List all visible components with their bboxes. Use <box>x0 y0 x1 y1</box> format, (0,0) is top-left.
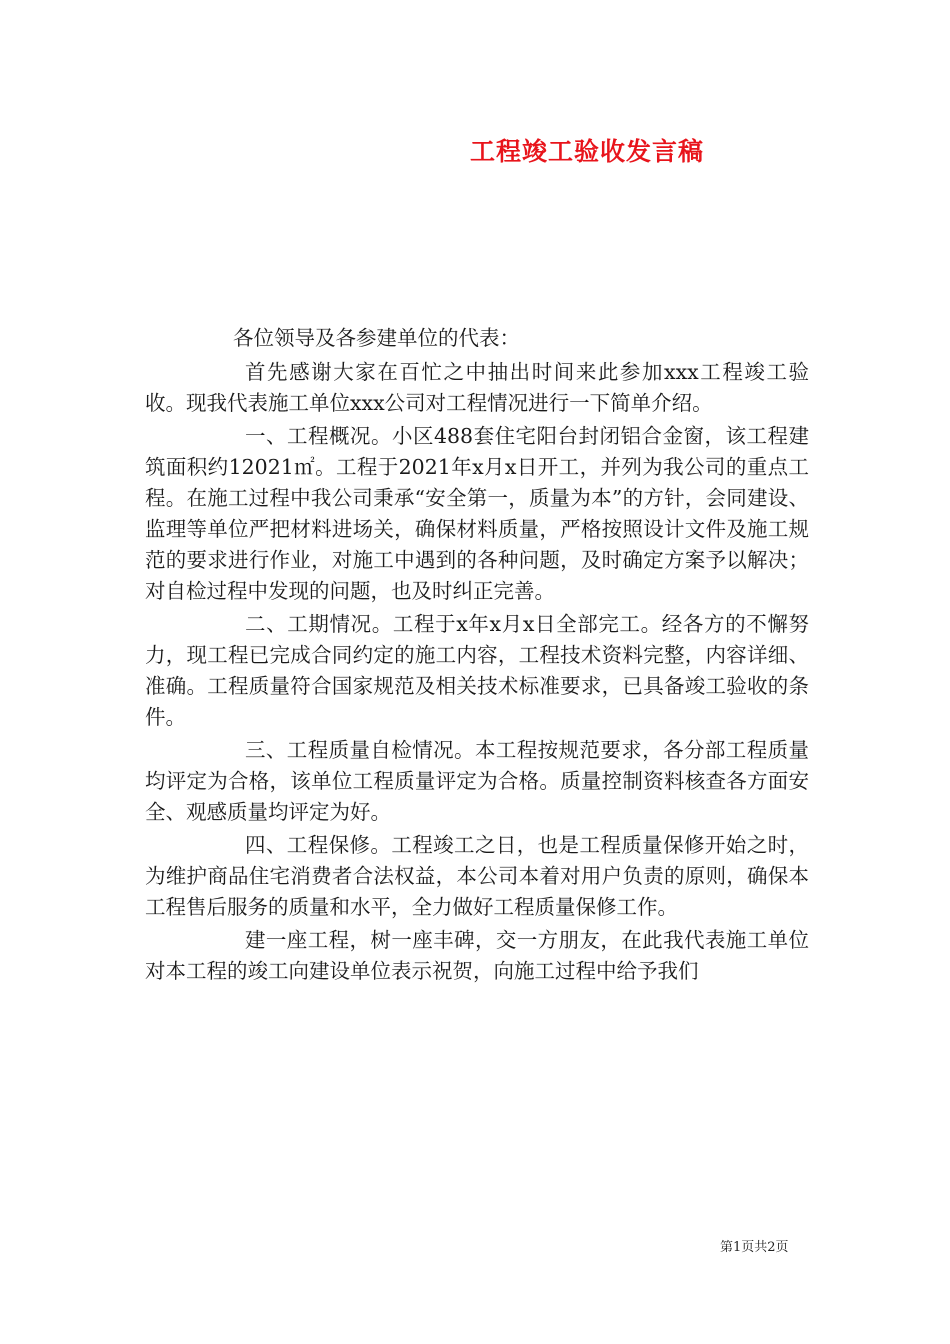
paragraph-intro: 首先感谢大家在百忙之中抽出时间来此参加xxx工程竣工验收。现我代表施工单位xxx公司对工程情况进行一下简单介绍。 <box>145 360 809 415</box>
paragraph-warranty: 四、工程保修。工程竣工之日，也是工程质量保修开始之时，为维护商品住宅消费者合法权益，本公司本着对用户负责的原则，确保本工程售后服务的质量和水平，全力做好工程质量保修工作。 <box>145 833 809 919</box>
salutation: 各位领导及各参建单位的代表： <box>233 326 520 350</box>
paragraph-closing: 建一座工程，树一座丰碑，交一方朋友，在此我代表施工单位对本工程的竣工向建设单位表示祝贺，向施工过程中给予我们 <box>145 928 809 983</box>
paragraph-project-overview: 一、工程概况。小区488套住宅阳台封闭铝合金窗，该工程建筑面积约12021㎡。工程于2021年x月x日开工，并列为我公司的重点工程。在施工过程中我公司秉承“安全第一，质量为本”的方针，会同建设、监理等单位严把材料进场关，确保材料质量，严格按照设计文件及施工规范的要求进行作业，对施工中遇到的各种问题，及时确定方案予以解决；对自检过程中发现的问题，也及时纠正完善。 <box>145 424 809 603</box>
page-title: 工程竣工验收发言稿 <box>470 137 705 166</box>
paragraph-schedule: 二、工期情况。工程于x年x月x日全部完工。经各方的不懈努力，现工程已完成合同约定的施工内容，工程技术资料完整，内容详细、准确。工程质量符合国家规范及相关技术标准要求，已具备竣工验收的条件。 <box>145 612 809 729</box>
page-indicator: 第1页共2页 <box>720 1240 789 1255</box>
document-body <box>145 323 809 989</box>
paragraph-quality-check: 三、工程质量自检情况。本工程按规范要求，各分部工程质量均评定为合格，该单位工程质量评定为合格。质量控制资料核查各方面安全、观感质量均评定为好。 <box>145 738 809 824</box>
